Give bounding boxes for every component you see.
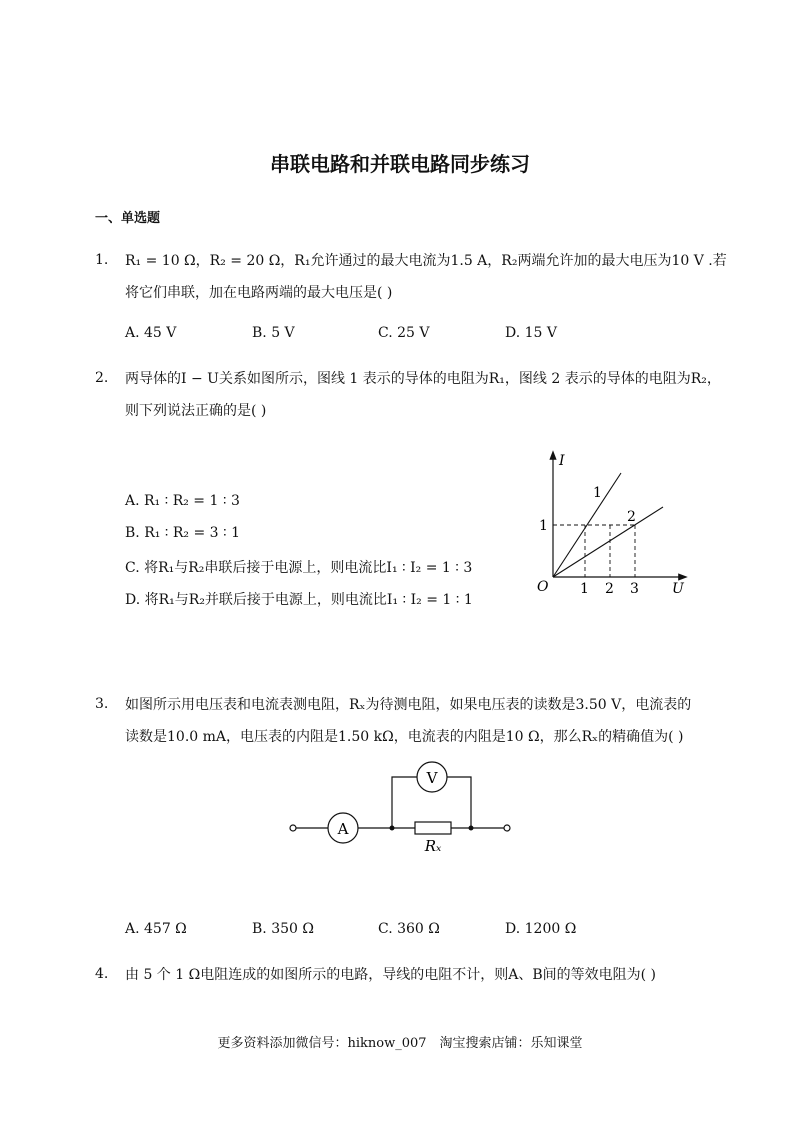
- x-tick-1: 1: [580, 581, 589, 597]
- q3-option-d: D. 1200 Ω: [505, 921, 577, 937]
- q1-option-c: C. 25 V: [378, 325, 430, 341]
- q2-line2: 则下列说法正确的是( ): [125, 403, 267, 419]
- q2-option-d: D. 将R₁与R₂并联后接于电源上，则电流比I₁ ∶ I₂ = 1 ∶ 1: [125, 592, 473, 608]
- q2-option-b: B. R₁ ∶ R₂ = 3 ∶ 1: [125, 525, 241, 541]
- q1-option-a: A. 45 V: [125, 325, 177, 341]
- page-title: 串联电路和并联电路同步练习: [270, 152, 530, 176]
- q2-line1: 两导体的I − U关系如图所示，图线 1 表示的导体的电阻为R₁，图线 2 表示的导体的电阻为R₂，: [125, 371, 721, 387]
- section-heading: 一、单选题: [95, 211, 161, 226]
- iu-graph: [525, 445, 695, 600]
- resistor-label: Rₓ: [424, 837, 442, 855]
- footer-note: 更多资料添加微信号：hiknow_007 淘宝搜索店铺：乐知课堂: [217, 1036, 583, 1051]
- q3-option-c: C. 360 Ω: [378, 921, 440, 937]
- x-axis-label: U: [672, 581, 684, 597]
- q2-option-a: A. R₁ ∶ R₂ = 1 ∶ 3: [125, 493, 240, 509]
- q1-line2: 将它们串联，加在电路两端的最大电压是( ): [125, 285, 393, 301]
- q1-number: 1.: [95, 252, 109, 268]
- y-tick-1: 1: [539, 518, 548, 534]
- q4-number: 4.: [95, 966, 109, 982]
- origin-label: O: [537, 579, 549, 595]
- q3-option-b: B. 350 Ω: [252, 921, 314, 937]
- q2-number: 2.: [95, 370, 109, 386]
- q3-option-a: A. 457 Ω: [125, 921, 187, 937]
- x-tick-3: 3: [630, 581, 639, 597]
- voltmeter-label: V: [426, 769, 438, 787]
- right-terminal: [504, 825, 510, 831]
- circuit-diagram: [285, 755, 515, 855]
- q3-number: 3.: [95, 696, 109, 712]
- q3-line2: 读数是10.0 mA，电压表的内阻是1.50 kΩ，电流表的内阻是10 Ω，那么Rₓ的精确值为( ): [125, 729, 684, 745]
- ammeter-label: A: [337, 820, 349, 838]
- line-1-label: 1: [593, 485, 602, 501]
- line-2-label: 2: [627, 509, 636, 525]
- q2-option-c: C. 将R₁与R₂串联后接于电源上，则电流比I₁ ∶ I₂ = 1 ∶ 3: [125, 560, 473, 576]
- q1-line1: R₁ = 10 Ω，R₂ = 20 Ω，R₁允许通过的最大电流为1.5 A，R₂两端允许加的最大电压为10 V .若: [125, 253, 727, 269]
- line-2: [553, 507, 663, 577]
- y-axis-label: I: [559, 453, 565, 469]
- q3-line1: 如图所示用电压表和电流表测电阻，Rₓ为待测电阻，如果电压表的读数是3.50 V，电流表的: [125, 697, 692, 713]
- q1-option-b: B. 5 V: [252, 325, 295, 341]
- resistor-rx: [415, 822, 451, 834]
- q4-line1: 由 5 个 1 Ω电阻连成的如图所示的电路，导线的电阻不计，则A、B间的等效电阻为( ): [125, 967, 656, 983]
- q1-option-d: D. 15 V: [505, 325, 558, 341]
- left-terminal: [290, 825, 296, 831]
- x-tick-2: 2: [605, 581, 614, 597]
